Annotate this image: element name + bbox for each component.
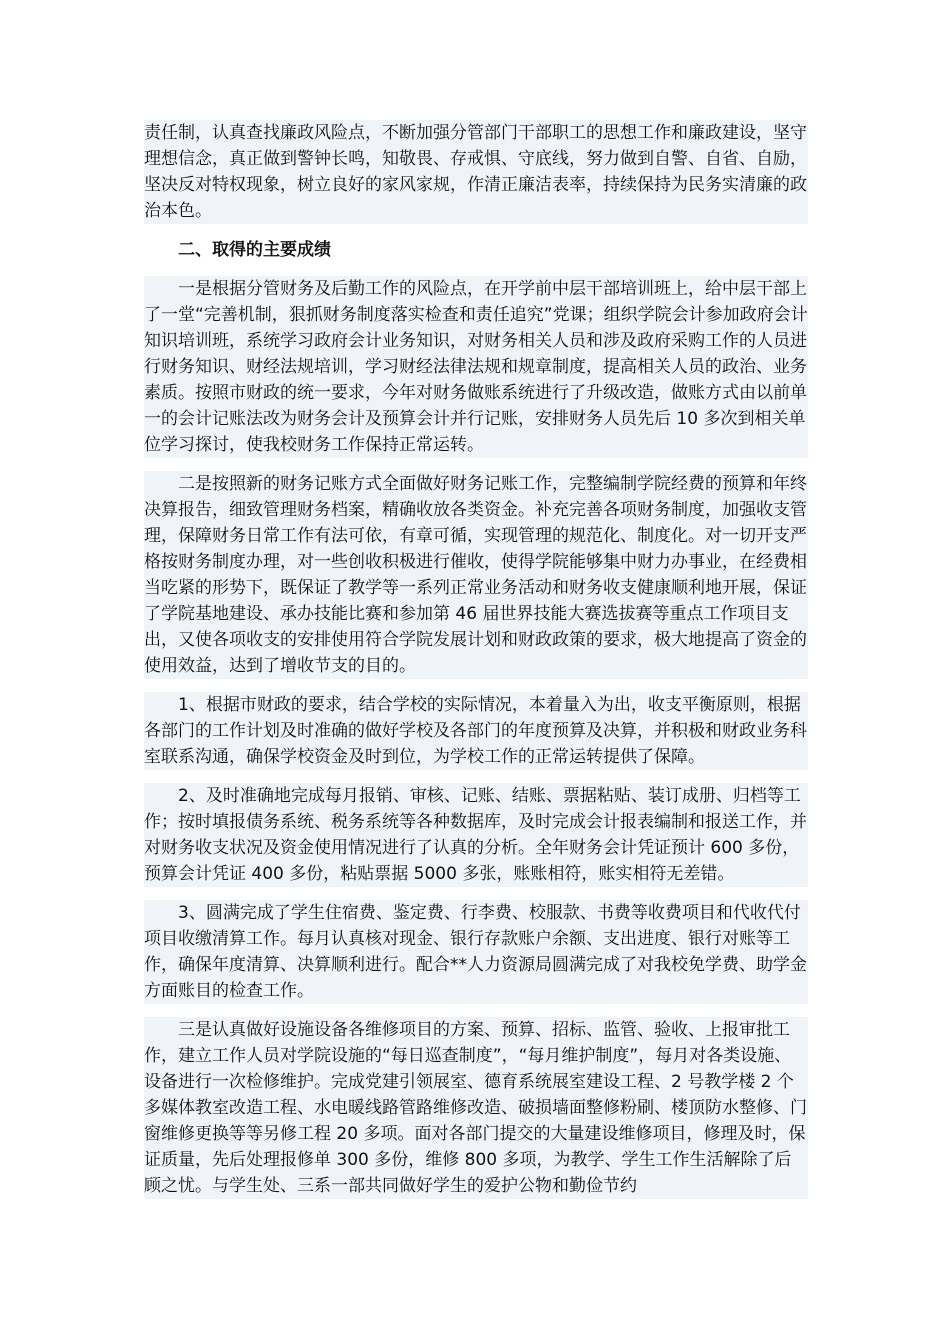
paragraph-maintenance: 三是认真做好设施设备各维修项目的方案、预算、招标、监管、验收、上报审批工作，建立工作人员对学院设施的“每日巡查制度”，“每月维护制度”，每月对各类设施、设备进行一次检修维护。完成党建引领展室、德育系统展室建设工程、2 号教学楼 2 个多媒体教室改造工程、水电暖线路管路维修改造、破损墙面整修粉刷、楼顶防水整修、门窗维修更换等等另修工程 20 多项。面对各部门提交的大量建设维修项目，修理及时，保证质量，先后处理报修单 300 多份，维修 800 多项，为教学、学生工作生活解除了后顾之忧。与学生处、三系一部共同做好学生的爱护公物和勤俭节约 bbox=[144, 1017, 808, 1199]
paragraph-accounting: 二是按照新的财务记账方式全面做好财务记账工作，完整编制学院经费的预算和年终决算报告，细致管理财务档案，精确收放各类资金。补充完善各项财务制度，加强收支管理，保障财务日常工作有法可依，有章可循，实现管理的规范化、制度化。对一切开支严格按财务制度办理，对一些创收积极进行催收，使得学院能够集中财力办事业，在经费相当吃紧的形势下，既保证了教学等一系列正常业务活动和财务收支健康顺利地开展，保证了学院基地建设、承办技能比赛和参加第 46 届世界技能大赛选拔赛等重点工作项目支出，又使各项收支的安排使用符合学院发展计划和财政政策的要求，极大地提高了资金的使用效益，达到了增收节支的目的。 bbox=[144, 471, 808, 679]
document-page bbox=[144, 120, 808, 1212]
section-heading: 二、取得的主要成绩 bbox=[178, 240, 331, 260]
paragraph-item-1: 1、根据市财政的要求，结合学校的实际情况，本着量入为出，收支平衡原则，根据各部门的工作计划及时准确的做好学校及各部门的年度预算及决算，并积极和财政业务科室联系沟通，确保学校资金及时到位，为学校工作的正常运转提供了保障。 bbox=[144, 692, 808, 770]
paragraph-item-2: 2、及时准确地完成每月报销、审核、记账、结账、票据粘贴、装订成册、归档等工作；按时填报债务系统、税务系统等各种数据库，及时完成会计报表编制和报送工作，并对财务收支状况及资金使用情况进行了认真的分析。全年财务会计凭证预计 600 多份，预算会计凭证 400 多份，粘贴票据 5000 多张，账账相符，账实相符无差错。 bbox=[144, 783, 808, 887]
paragraph-continuation: 责任制，认真查找廉政风险点，不断加强分管部门干部职工的思想工作和廉政建设，坚守理想信念，真正做到警钟长鸣，知敬畏、存戒惧、守底线，努力做到自警、自省、自励，坚决反对特权现象，树立良好的家风家规，作清正廉洁表率，持续保持为民务实清廉的政治本色。 bbox=[144, 120, 808, 224]
paragraph-item-3: 3、圆满完成了学生住宿费、鉴定费、行李费、校服款、书费等收费项目和代收代付项目收缴清算工作。每月认真核对现金、银行存款账户余额、支出进度、银行对账等工作，确保年度清算、决算顺利进行。配合**人力资源局圆满完成了对我校免学费、助学金方面账目的检查工作。 bbox=[144, 900, 808, 1004]
paragraph-training: 一是根据分管财务及后勤工作的风险点，在开学前中层干部培训班上，给中层干部上了一堂“完善机制，狠抓财务制度落实检查和责任追究”党课；组织学院会计参加政府会计知识培训班，系统学习政府会计业务知识，对财务相关人员和涉及政府采购工作的人员进行财务知识、财经法规培训，学习财经法律法规和规章制度，提高相关人员的政治、业务素质。按照市财政的统一要求，今年对财务做账系统进行了升级改造，做账方式由以前单一的会计记账法改为财务会计及预算会计并行记账，安排财务人员先后 10 多次到相关单位学习探讨，使我校财务工作保持正常运转。 bbox=[144, 276, 808, 458]
